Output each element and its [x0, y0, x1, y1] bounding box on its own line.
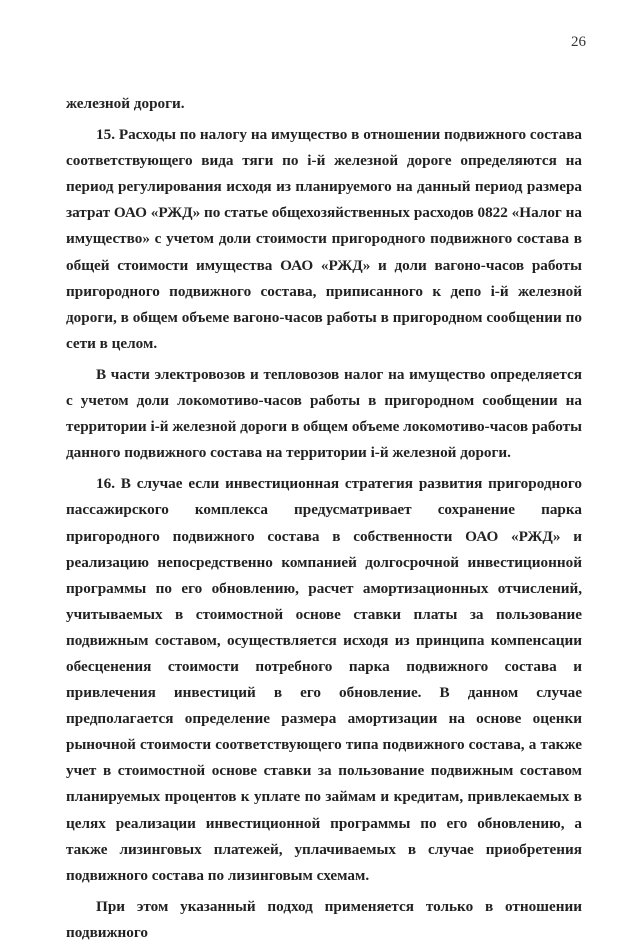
page-number: 26	[571, 34, 586, 50]
paragraph-approach: При этом указанный подход применяется только в отношении подвижного	[66, 897, 582, 941]
paragraph-locomotives: В части электровозов и тепловозов налог на имущество определяется с учетом доли локомотиво-часов работы в пригородном сообщении на территории i-й железной дороги в общем объеме локомотиво-часов работы данного подвижного состава на территории i-й железной дороги.	[66, 365, 582, 462]
paragraph-item-16: 16. В случае если инвестиционная стратегия развития пригородного пассажирского комплекса предусматривает сохранение парка пригородного подвижного состава в собственности ОАО «РЖД» и реализацию непосредственно компанией долгосрочной инвестиционной программы по его обновлению, расчет амортизационных отчислений, учитываемых в стоимостной основе ставки платы за пользование подвижным составом, осуществляется исходя из принципа компенсации обесценения стоимости потребного парка подвижного состава и привлечения инвестиций в его обновление. В данном случае предполагается определение размера амортизации на основе оценки рыночной стоимости соответствующего типа подвижного состава, а также учет в стоимостной основе ставки за пользование подвижным составом планируемых процентов к уплате по займам и кредитам, привлекаемых в целях реализации инвестиционной программы по его обновлению, а также лизинговых платежей, уплачиваемых в случае приобретения подвижного состава по лизинговым схемам.	[66, 475, 582, 884]
paragraph-item-15: 15. Расходы по налогу на имущество в отношении подвижного состава соответствующего вида тяги по i-й железной дороге определяются на период регулирования исходя из планируемого на данный период размера затрат ОАО «РЖД» по статье общехозяйственных расходов 0822 «Налог на имущество» с учетом доли стоимости пригородного подвижного состава в общей стоимости имущества ОАО «РЖД» и доли вагоно-часов работы пригородного подвижного состава, приписанного к депо i-й железной дороги, в общем объеме вагоно-часов работы в пригородном сообщении по сети в целом.	[66, 126, 582, 352]
document-body	[66, 91, 582, 946]
paragraph-continuation: железной дороги.	[66, 95, 185, 112]
